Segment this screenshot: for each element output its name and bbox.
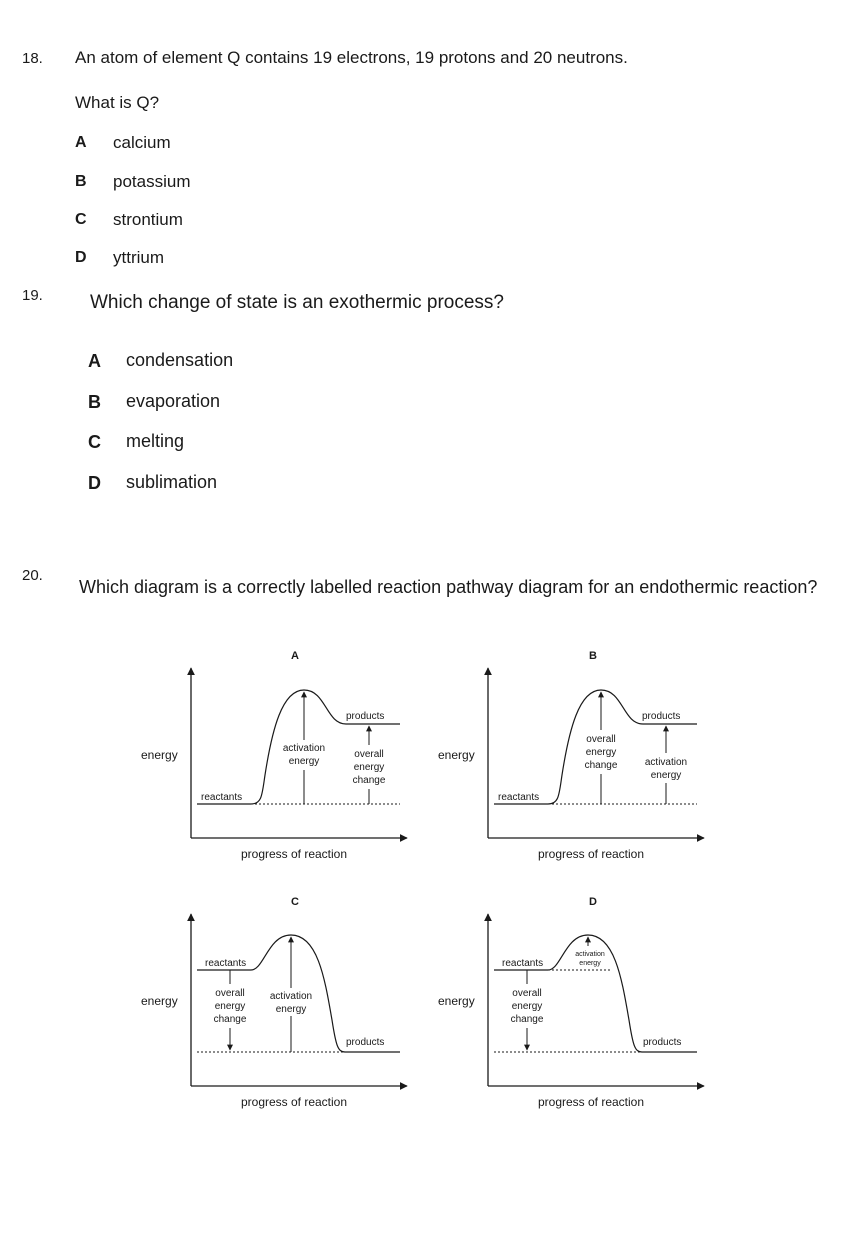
option-text: sublimation xyxy=(126,472,218,492)
option-text: evaporation xyxy=(126,391,221,411)
diagram-a[interactable] xyxy=(141,650,407,861)
overall-label-3: change xyxy=(352,775,386,786)
q20-stem: Which diagram is a correctly labelled reaction pathway diagram for an endothermic reaction? xyxy=(79,577,818,597)
activation-label-1: activation xyxy=(575,951,605,958)
option-text: yttrium xyxy=(113,248,164,267)
option-letter: C xyxy=(75,211,87,228)
activation-label-2: energy xyxy=(579,960,601,967)
overall-label-2: energy xyxy=(214,1001,246,1012)
activation-label-1: activation xyxy=(644,757,688,768)
option-letter: B xyxy=(75,173,87,190)
x-axis-label: progress of reaction xyxy=(240,1095,348,1109)
activation-label-1: activation xyxy=(269,991,313,1002)
option-letter: D xyxy=(88,473,101,493)
products-label: products xyxy=(642,711,681,722)
overall-label-1: overall xyxy=(512,988,542,999)
option-letter: A xyxy=(75,134,87,151)
q18-stem: An atom of element Q contains 19 electrons, 19 protons and 20 neutrons. xyxy=(75,48,628,67)
option-text: strontium xyxy=(113,210,183,229)
diagram-letter: A xyxy=(291,650,299,662)
activation-label-2: energy xyxy=(288,756,320,767)
reactants-label: reactants xyxy=(201,792,243,803)
y-axis-label: energy xyxy=(438,748,475,762)
reactants-label: reactants xyxy=(502,958,544,969)
activation-label-1: activation xyxy=(282,743,326,754)
diagram-letter: C xyxy=(291,896,299,908)
overall-label-2: energy xyxy=(353,762,385,773)
q18-question: What is Q? xyxy=(75,93,160,112)
option-text: melting xyxy=(126,431,185,451)
q19-stem: Which change of state is an exothermic process? xyxy=(90,292,504,313)
overall-label-3: change xyxy=(213,1014,247,1025)
products-label: products xyxy=(643,1037,682,1048)
y-axis-label: energy xyxy=(141,994,178,1008)
overall-label-2: energy xyxy=(585,747,617,758)
diagram-letter: B xyxy=(589,650,597,662)
q18-number: 18. xyxy=(22,50,43,67)
x-axis-label: progress of reaction xyxy=(537,847,645,861)
q20-number: 20. xyxy=(22,567,43,584)
overall-label-3: change xyxy=(584,760,618,771)
option-text: calcium xyxy=(113,133,171,152)
products-label: products xyxy=(346,1037,385,1048)
overall-label-1: overall xyxy=(215,988,245,999)
option-letter: C xyxy=(88,432,101,452)
option-letter: B xyxy=(88,392,101,412)
option-letter: A xyxy=(88,351,101,371)
overall-label-1: overall xyxy=(354,749,384,760)
option-letter: D xyxy=(75,249,87,266)
reactants-label: reactants xyxy=(498,792,540,803)
overall-label-2: energy xyxy=(511,1001,543,1012)
activation-label-2: energy xyxy=(275,1004,307,1015)
activation-label-2: energy xyxy=(650,770,682,781)
overall-label-1: overall xyxy=(586,734,616,745)
q19-number: 19. xyxy=(22,287,43,304)
diagram-b[interactable] xyxy=(438,650,704,861)
option-text: condensation xyxy=(126,350,234,370)
diagram-d[interactable] xyxy=(438,896,704,1109)
diagram-letter: D xyxy=(589,896,597,908)
x-axis-label: progress of reaction xyxy=(537,1095,645,1109)
x-axis-label: progress of reaction xyxy=(240,847,348,861)
y-axis-label: energy xyxy=(141,748,178,762)
overall-label-3: change xyxy=(510,1014,544,1025)
y-axis-label: energy xyxy=(438,994,475,1008)
reactants-label: reactants xyxy=(205,958,247,969)
diagram-c[interactable] xyxy=(141,896,407,1109)
option-text: potassium xyxy=(113,172,191,191)
products-label: products xyxy=(346,711,385,722)
